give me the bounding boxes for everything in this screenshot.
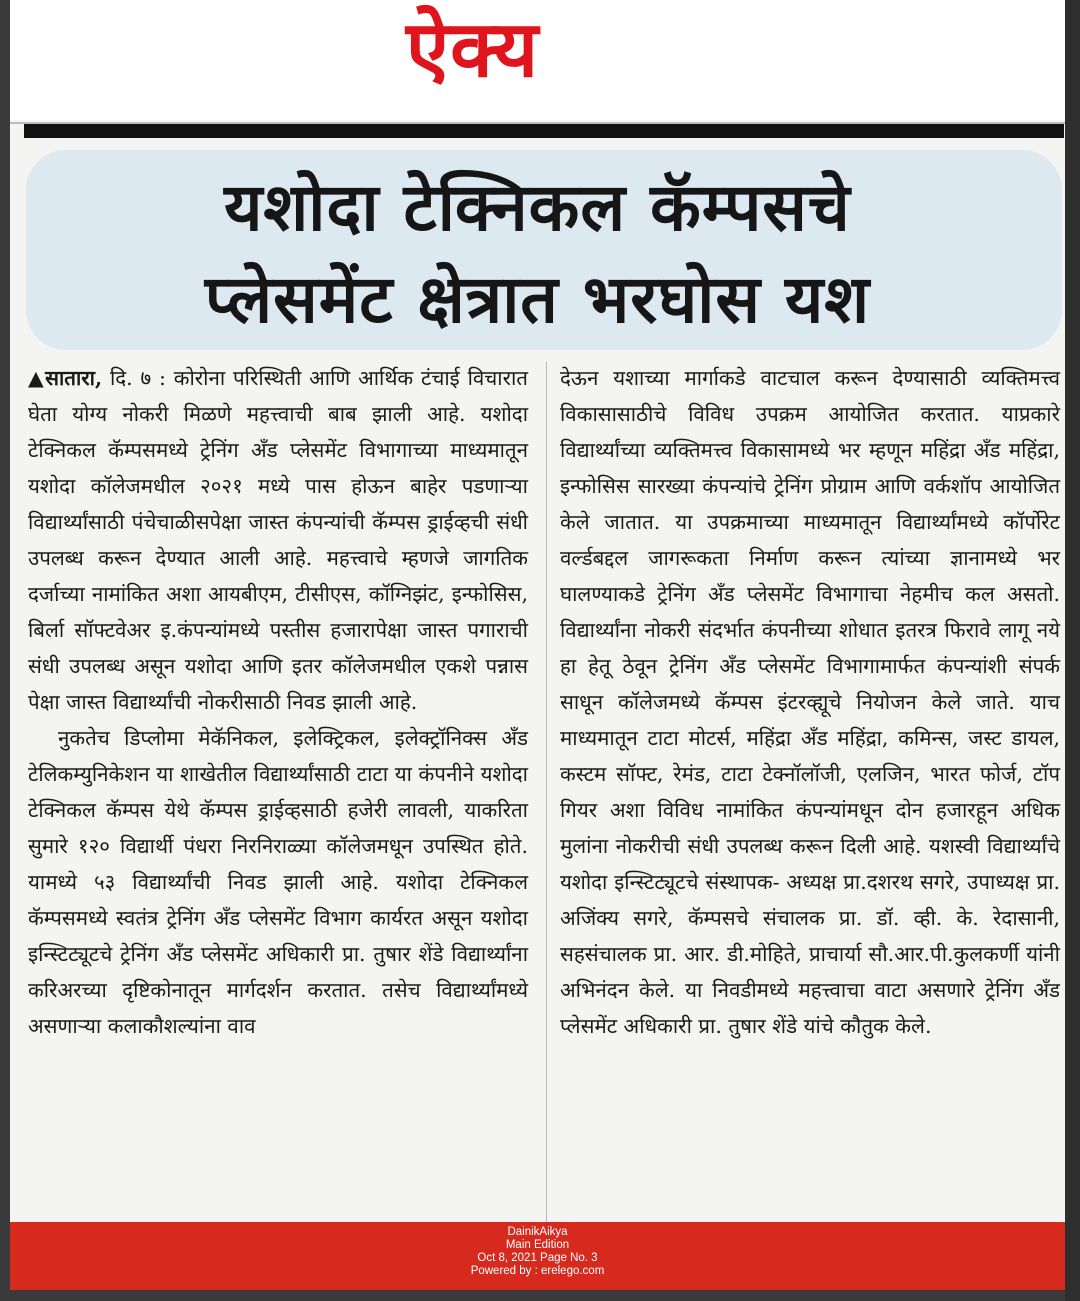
- footer-edition: Main Edition: [505, 1239, 570, 1251]
- article-paragraph: [28, 360, 528, 720]
- article-paragraph: नुकतेच डिप्लोमा मेकॅनिकल, इलेक्ट्रिकल, इलेक्ट्रॉनिक्स अँड टेलिकम्युनिकेशन या शाखेतील विद्यार्थ्यांसाठी टाटा या कंपनीने यशोदा टेक्निकल कॅम्पस येथे कॅम्पस ड्राईव्हसाठी हजेरी लावली, याकरिता सुमारे १२० विद्यार्थी पंधरा निरनिराळ्या कॉलेजमधून उपस्थित होते. यामध्ये ५३ विद्यार्थ्यांची निवड झाली आहे. यशोदा टेक्निकल कॅम्पसमध्ये स्वतंत्र ट्रेनिंग अँड प्लेसमेंट विभाग कार्यरत असून यशोदा इन्स्टिट्यूटचे ट्रेनिंग अँड प्लेसमेंट अधिकारी प्रा. तुषार शेंडे विद्यार्थ्यांना करिअरच्या दृष्टिकोनातून मार्गदर्शन करतात. तसेच विद्यार्थ्यांमध्ये असणाऱ्या कलाकौशल्यांना वाव: [28, 726, 528, 1038]
- article-column-left: [28, 360, 528, 1044]
- masthead: [10, 0, 1065, 120]
- footer-date-page: Oct 8, 2021 Page No. 3: [477, 1252, 598, 1264]
- headline-line-1: यशोदा टेक्निकल कॅम्पसचे: [224, 169, 851, 246]
- footer-publication: DainikAikya: [507, 1226, 568, 1238]
- screen-edge: [1065, 0, 1080, 1301]
- page-footer: [10, 1222, 1065, 1290]
- newspaper-page: [10, 0, 1065, 1290]
- dateline: ▲सातारा,: [28, 366, 103, 390]
- headline-line-2: प्लेसमेंट क्षेत्रात भरघोस यश: [204, 261, 871, 338]
- article-column-right: [560, 360, 1060, 1044]
- column-divider: [546, 362, 547, 1222]
- article-paragraph: देऊन यशाच्या मार्गाकडे वाटचाल करून देण्यासाठी व्यक्तिमत्त्व विकासासाठीचे विविध उपक्रम आयोजित करतात. याप्रकारे विद्यार्थ्यांच्या व्यक्तिमत्त्व विकासामध्ये भर म्हणून महिंद्रा अँड महिंद्रा, इन्फोसिस सारख्या कंपन्यांचे ट्रेनिंग प्रोग्राम आणि वर्कशॉप आयोजित केले जातात. या उपक्रमाच्या माध्यमातून विद्यार्थ्यांमध्ये कॉर्पोरेट वर्ल्डबद्दल जागरूकता निर्माण करून त्यांच्या ज्ञानामध्ये भर घालण्याकडे ट्रेनिंग अँड प्लेसमेंट विभागाचा नेहमीच कल असतो. विद्यार्थ्यांना नोकरी संदर्भात कंपनीच्या शोधात इतरत्र फिरावे लागू नये हा हेतू ठेवून ट्रेनिंग अँड प्लेसमेंट विभागामार्फत कंपन्यांशी संपर्क साधून कॉलेजमध्ये कॅम्पस इंटरव्ह्यूचे नियोजन केले जाते. याच माध्यमातून टाटा मोटर्स, महिंद्रा अँड महिंद्रा, कमिन्स, जस्ट डायल, कस्टम सॉफ्ट, रेमंड, टाटा टेक्नॉलॉजी, एलजिन, भारत फोर्ज, टॉप गियर अशा विविध नामांकित कंपन्यांमधून दोन हजारहून अधिक मुलांना नोकरीची संधी उपलब्ध करून दिली आहे. यशस्वी विद्यार्थ्यांचे यशोदा इन्स्टिट्यूटचे संस्थापक- अध्यक्ष प्रा.दशरथ सगरे, उपाध्यक्ष प्रा. अजिंक्य सगरे, कॅम्पसचे संचालक प्रा. डॉ. व्ही. के. रेदासानी, सहसंचालक प्रा. आर. डी.मोहिते, प्राचार्या सौ.आर.पी.कुलकर्णी यांनी अभिनंदन केले. या निवडीमध्ये महत्त्वाचा वाटा असणारे ट्रेनिंग अँड प्लेसमेंट अधिकारी प्रा. तुषार शेंडे यांचे कौतुक केले.: [560, 366, 1060, 1038]
- paragraph-text: दि. ७ : कोरोना परिस्थिती आणि आर्थिक टंचाई विचारात घेता योग्य नोकरी मिळणे महत्त्वाची बाब झाली आहे. यशोदा टेक्निकल कॅम्पसमध्ये ट्रेनिंग अँड प्लेसमेंट विभागाच्या माध्यमातून यशोदा कॉलेजमधील २०२१ मध्ये पास होऊन बाहेर पडणाऱ्या विद्यार्थ्यांसाठी पंचेचाळीसपेक्षा जास्त कंपन्यांची कॅम्पस ड्राईव्हची संधी उपलब्ध करून देण्यात आली आहे. महत्त्वाचे म्हणजे जागतिक दर्जाच्या नामांकित अशा आयबीएम, टीसीएस, कॉग्निझंट, इन्फोसिस, बिर्ला सॉफ्टवेअर इ.कंपन्यांमध्ये पस्तीस हजारापेक्षा जास्त पगाराची संधी उपलब्ध असून यशोदा आणि इतर कॉलेजमधील एकशे पन्नास पेक्षा जास्त विद्यार्थ्यांची नोकरीसाठी निवड झाली आहे.: [28, 366, 528, 714]
- masthead-rule: [24, 124, 1064, 138]
- footer-powered-by[interactable]: Powered by : erelego.com: [470, 1265, 605, 1277]
- aikya-logo: ऐक्य: [406, 5, 540, 95]
